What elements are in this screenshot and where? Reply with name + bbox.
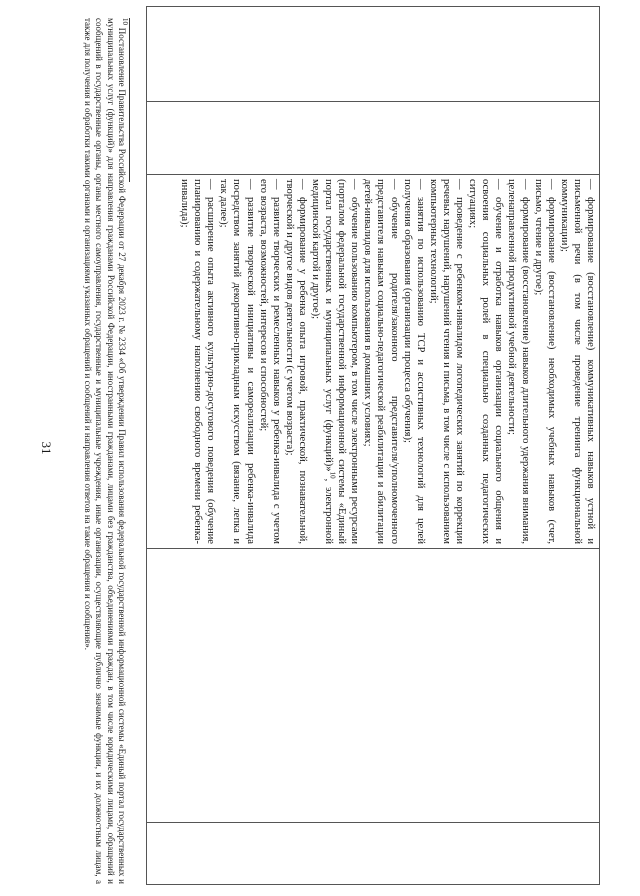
dash-marker: — <box>349 179 361 190</box>
dash-marker: — <box>244 179 256 190</box>
table-cell-empty-2 <box>147 102 600 175</box>
measures-table <box>146 6 600 885</box>
list-item <box>401 179 427 544</box>
dash-marker: — <box>545 179 557 190</box>
measure-text: формирование у ребенка опыта игровой, практической, познавательной, творческой и другое видов деятельности (с учетом возраста); <box>283 179 308 544</box>
table-cell-empty-3 <box>147 549 600 823</box>
list-item <box>178 179 217 544</box>
list-item <box>309 179 361 544</box>
dash-marker: — <box>205 179 217 190</box>
measure-text: формирование (восстановление) навыков длительного удержания внимания, целенаправленной продуктивной учебной деятельности; <box>506 179 531 544</box>
footnote-separator <box>129 18 130 182</box>
measure-text: формирование (восстановление) необходимых учебных навыков (счет, письмо, чтение и другое); <box>532 179 557 544</box>
footnote-reference: 10 <box>328 471 337 479</box>
measure-text: проведение с ребенком-инвалидом логопедических занятий по коррекции речевых нарушений, нарушений чтения и письма, в том числе с использованием компьютерных технологий; <box>427 179 466 544</box>
measure-text: обучение пользованию компьютером, в том числе электронными ресурсами (порталом федеральной государственной информационной системы «Единый портал государственных и муниципальных услуг (функций)» <box>323 179 361 544</box>
list-item <box>427 179 466 544</box>
dash-marker: — <box>493 179 505 190</box>
dash-marker: — <box>519 179 531 190</box>
dash-marker: — <box>585 179 596 190</box>
dash-marker: — <box>296 179 308 190</box>
measure-text: развитие творческих и ремесленных навыков у ребенка-инвалида с учетом его возраста, возможностей, интересов и способностей; <box>257 179 282 544</box>
dash-marker: — <box>414 179 426 190</box>
list-item <box>283 179 309 544</box>
measures-list <box>178 175 599 548</box>
measure-text: расширение опыта активного культурно-досугового поведения (обучение планированию и содержательному наполнению свободного времени ребенка-инвалида); <box>179 179 217 544</box>
measures-cell <box>147 175 600 549</box>
table-row <box>147 7 600 885</box>
footnote-text: Постановление Правительства Российской Федерации от 27 декабря 2023 г. № 2334 «Об утверждении Правил использования федеральной государственной информационной системы «Единый портал государственных и муниципальных услуг (функций)» для направления гражданами Российской Федерации, иностранными гражданами, лицами без гражданства, объединениями граждан, в том числе юридическими лицами, обращений и сообщений в государственные органы, органы местного самоуправления, государственные и муниципальные учреждения, иные организации, осуществляющие публично значимые функции, и их должностным лицам, а также для получения и обработки такими органами и организациями указанных обращений и сообщений и направления ответов на такие обращения и сообщения». <box>82 18 127 884</box>
table-cell-empty-1 <box>147 7 600 102</box>
dash-marker: — <box>270 179 282 190</box>
footnote <box>81 18 127 884</box>
measure-text: обучение родителя/законного представителя/уполномоченного представителя навыкам социально-педагогической реабилитации и абилитации детей-инвалидов для использования в домашних условиях; <box>362 179 400 544</box>
dash-marker: — <box>388 179 400 190</box>
measure-text: занятия по использованию ТСР и ассистивных технологий для целей получения образования (организации процесса обучения); <box>401 179 426 544</box>
list-item <box>217 179 256 544</box>
list-item <box>361 179 400 544</box>
page-number: 31 <box>39 441 54 455</box>
list-item <box>257 179 283 544</box>
list-item <box>505 179 531 544</box>
measure-text: обучение и отработка навыков организации социального общения и освоения социальных ролей в специально созданных педагогических ситуациях; <box>467 179 505 544</box>
footnote-marker: 10 <box>121 18 129 25</box>
measure-text: формирование (восстановление) коммуникативных навыков устной и письменной речи (в том числе проведение тренинга функциональной коммуникации); <box>558 179 596 544</box>
measure-text-continuation: , электронной медицинской картой и другое); <box>310 179 335 545</box>
list-item <box>466 179 505 544</box>
list-item <box>532 179 558 544</box>
measure-text: развитие творческой инициативы и самореализации ребенка-инвалида посредством занятий декоративно-прикладным искусством (вязание, лепка и так далее); <box>218 179 256 544</box>
dash-marker: — <box>454 179 466 190</box>
table-cell-empty-4 <box>147 823 600 885</box>
list-item <box>558 179 597 544</box>
